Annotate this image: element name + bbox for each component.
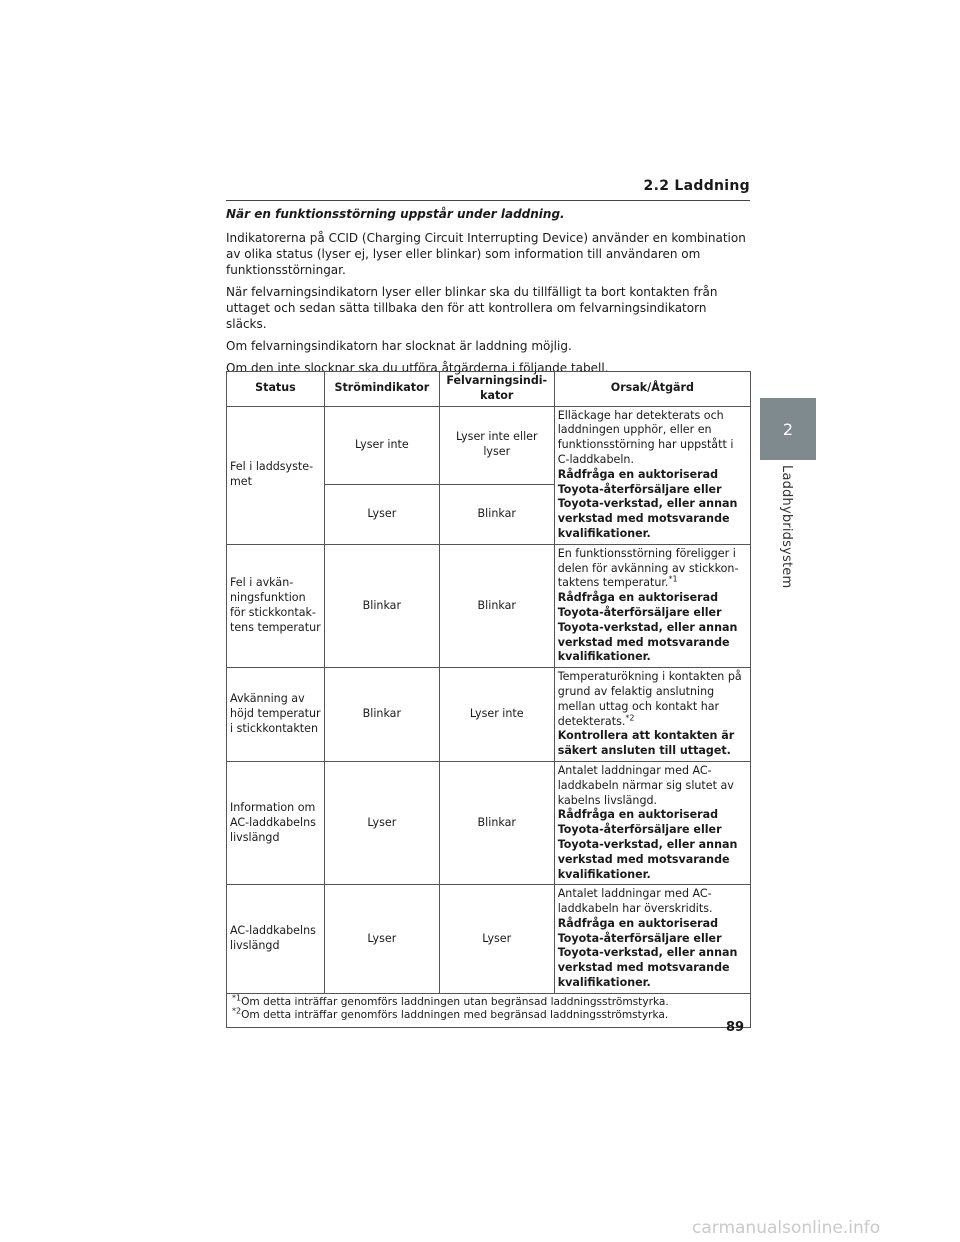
footnote — [232, 1006, 745, 1023]
cell-felvarning: Lyser — [439, 885, 554, 994]
lead-heading: När en funktionsstörning uppstår under laddning. — [226, 207, 565, 221]
table-row — [227, 406, 751, 484]
cause-text: En funktionsstörning föreligger i delen för avkänning av stickkon-taktens temperatur. — [557, 546, 739, 590]
chapter-number: 2 — [782, 419, 794, 439]
header-status: Status — [227, 372, 325, 407]
cell-status: Fel i avkän-ningsfunktion för stickkontak-tens temperatur — [227, 544, 325, 667]
footnote-ref: *2 — [625, 712, 635, 722]
action-text: Rådfråga en auktoriserad Toyota-återförsäljare eller Toyota-verkstad, eller annan verkstad med motsvarande kvalifikationer. — [557, 591, 738, 664]
page-number: 89 — [726, 1020, 745, 1035]
footnote-mark: *2 — [232, 1006, 242, 1016]
cell-felvarning: Lyser inte eller lyser — [439, 406, 554, 484]
cell-felvarning: Lyser inte — [439, 668, 554, 762]
footnote-mark: *1 — [232, 993, 242, 1003]
section-header — [226, 178, 750, 201]
cell-felvarning: Blinkar — [439, 544, 554, 667]
action-text: Kontrollera att kontakten är säkert ansluten till uttaget. — [557, 729, 735, 758]
watermark[interactable]: carmanualsonline.info — [692, 1218, 881, 1238]
footnote-text: Om detta inträffar genomförs laddningen med begränsad laddningsströmstyrka. — [241, 1009, 669, 1022]
header-orsak: Orsak/Åtgärd — [554, 372, 750, 407]
table-row — [227, 885, 751, 994]
paragraph: När felvarningsindikatorn lyser eller blinkar ska du tillfälligt ta bort kontakten från uttaget och sedan sätta tillbaka den för att kontrollera om felvarningsindikatorn släcks. — [226, 285, 718, 331]
cell-orsak — [554, 544, 750, 667]
body-content — [226, 207, 750, 382]
footnote — [232, 993, 745, 1010]
fault-table — [226, 371, 751, 1028]
cell-strom: Lyser — [324, 484, 439, 544]
footnotes — [227, 993, 751, 1027]
footnote-ref: *1 — [668, 574, 678, 584]
table-header-row — [227, 372, 751, 407]
paragraph: Indikatorerna på CCID (Charging Circuit Interrupting Device) använder en kombination av olika status (lyser ej, lyser eller blinkar) som information till användaren om funktionsstörningar. — [226, 231, 746, 277]
cause-text: Elläckage har detekterats och laddningen upphör, eller en funktionsstörning har uppstått i C-laddkabeln. — [557, 408, 734, 466]
table-row — [227, 761, 751, 884]
footnote-row — [227, 993, 751, 1027]
cell-orsak — [554, 761, 750, 884]
cell-strom: Lyser inte — [324, 406, 439, 484]
chapter-label: Laddhybridsystem — [779, 465, 794, 589]
cell-status: AC-laddkabelns livslängd — [227, 885, 325, 994]
paragraph: Om den inte slocknar ska du utföra åtgärderna i följande tabell. — [226, 361, 609, 375]
header-strom: Strömindikator — [324, 372, 439, 407]
cell-status: Information om AC-laddkabelns livslängd — [227, 761, 325, 884]
action-text: Rådfråga en auktoriserad Toyota-återförsäljare eller Toyota-verkstad, eller annan verkstad med motsvarande kvalifikationer. — [557, 808, 738, 881]
footnote-text: Om detta inträffar genomförs laddningen utan begränsad laddningsströmstyrka. — [241, 995, 669, 1008]
cell-orsak — [554, 668, 750, 762]
header-felvarning: Felvarningsindi-kator — [439, 372, 554, 407]
cell-status: Fel i laddsyste-met — [227, 406, 325, 544]
action-text: Rådfråga en auktoriserad Toyota-återförsäljare eller Toyota-verkstad, eller annan verkstad med motsvarande kvalifikationer. — [557, 916, 738, 990]
cell-strom: Blinkar — [324, 544, 439, 667]
table-row — [227, 544, 751, 667]
cell-felvarning: Blinkar — [439, 484, 554, 544]
cause-text: Antalet laddningar med AC-laddkabeln har överskridits. — [557, 887, 713, 916]
cell-felvarning: Blinkar — [439, 761, 554, 884]
paragraph: Om felvarningsindikatorn har slocknat är laddning möjlig. — [226, 339, 572, 353]
chapter-tab[interactable] — [760, 398, 816, 460]
cell-strom: Lyser — [324, 885, 439, 994]
cell-orsak — [554, 885, 750, 994]
cause-text: Antalet laddningar med AC-laddkabeln närmar sig slutet av kabelns livslängd. — [557, 763, 734, 807]
cell-strom: Lyser — [324, 761, 439, 884]
cell-status: Avkänning av höjd temperatur i stickkontakten — [227, 668, 325, 762]
action-text: Rådfråga en auktoriserad Toyota-återförsäljare eller Toyota-verkstad, eller annan verkstad med motsvarande kvalifikationer. — [557, 467, 738, 540]
cause-text: Temperaturökning i kontakten på grund av felaktig anslutning mellan uttag och kontakt har detekterats. — [557, 670, 742, 728]
cell-strom: Blinkar — [324, 668, 439, 762]
table-row — [227, 668, 751, 762]
section-title: 2.2 Laddning — [643, 178, 750, 194]
cell-orsak — [554, 406, 750, 544]
